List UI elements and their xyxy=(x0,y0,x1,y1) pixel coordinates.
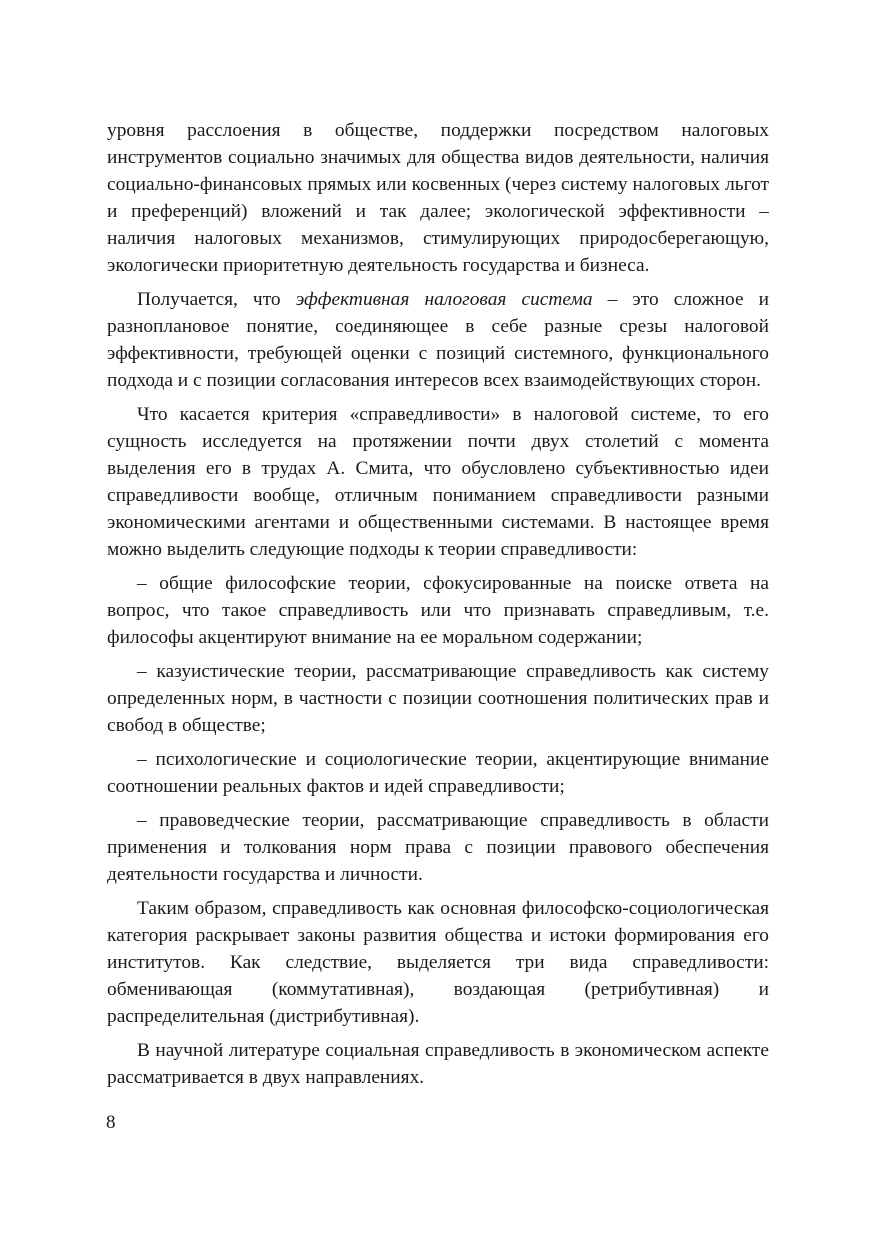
paragraph: В научной литературе социальная справедливость в экономическом аспекте рассматривается в двух направлениях. xyxy=(107,1040,769,1088)
list-item: – общие философские теории, сфокусированные на поиске ответа на вопрос, что такое справедливость или что признавать справедливым, т.е. философы акцентируют внимание на ее моральном содержании; xyxy=(107,573,769,648)
paragraph-text: – это сложное и разноплановое понятие, соединяющее в себе разные срезы налоговой эффективности, требующей оценки с позиций системного, функционального подхода и с позиции согласования интересов всех взаимодействующих сторон. xyxy=(107,289,769,391)
paragraph xyxy=(107,286,769,394)
list-item: – правоведческие теории, рассматривающие справедливость в области применения и толкования норм права с позиции правового обеспечения деятельности государства и личности. xyxy=(107,810,769,885)
paragraph-text: Получается, что xyxy=(137,289,296,310)
body-text xyxy=(107,117,769,1098)
list-item: – психологические и социологические теории, акцентирующие внимание соотношении реальных фактов и идей справедливости; xyxy=(107,749,769,797)
paragraph: уровня расслоения в обществе, поддержки посредством налоговых инструментов социально значимых для общества видов деятельности, наличия социально-финансовых прямых или косвенных (через систему налоговых льгот и преференций) вложений и так далее; экологической эффективности – наличия налоговых механизмов, стимулирующих природосберегающую, экологически приоритетную деятельность государства и бизнеса. xyxy=(107,120,769,276)
paragraph: Таким образом, справедливость как основная философско-социологическая категория раскрывает законы развития общества и истоки формирования его институтов. Как следствие, выделяется три вида справедливости: обменивающая (коммутативная), воздающая (ретрибутивная) и распределительная (дистрибутивная). xyxy=(107,898,769,1027)
emphasized-term: эффективная налоговая система xyxy=(295,289,593,310)
page-number: 8 xyxy=(106,1112,116,1133)
list-item: – казуистические теории, рассматривающие справедливость как систему определенных норм, в частности с позиции соотношения политических прав и свобод в обществе; xyxy=(107,661,769,736)
paragraph: Что касается критерия «справедливости» в налоговой системе, то его сущность исследуется на протяжении почти двух столетий с момента выделения его в трудах А. Смита, что обусловлено субъективностью идеи справедливости вообще, отличным пониманием справедливости разными экономическими агентами и общественными системами. В настоящее время можно выделить следующие подходы к теории справедливости: xyxy=(107,404,769,560)
